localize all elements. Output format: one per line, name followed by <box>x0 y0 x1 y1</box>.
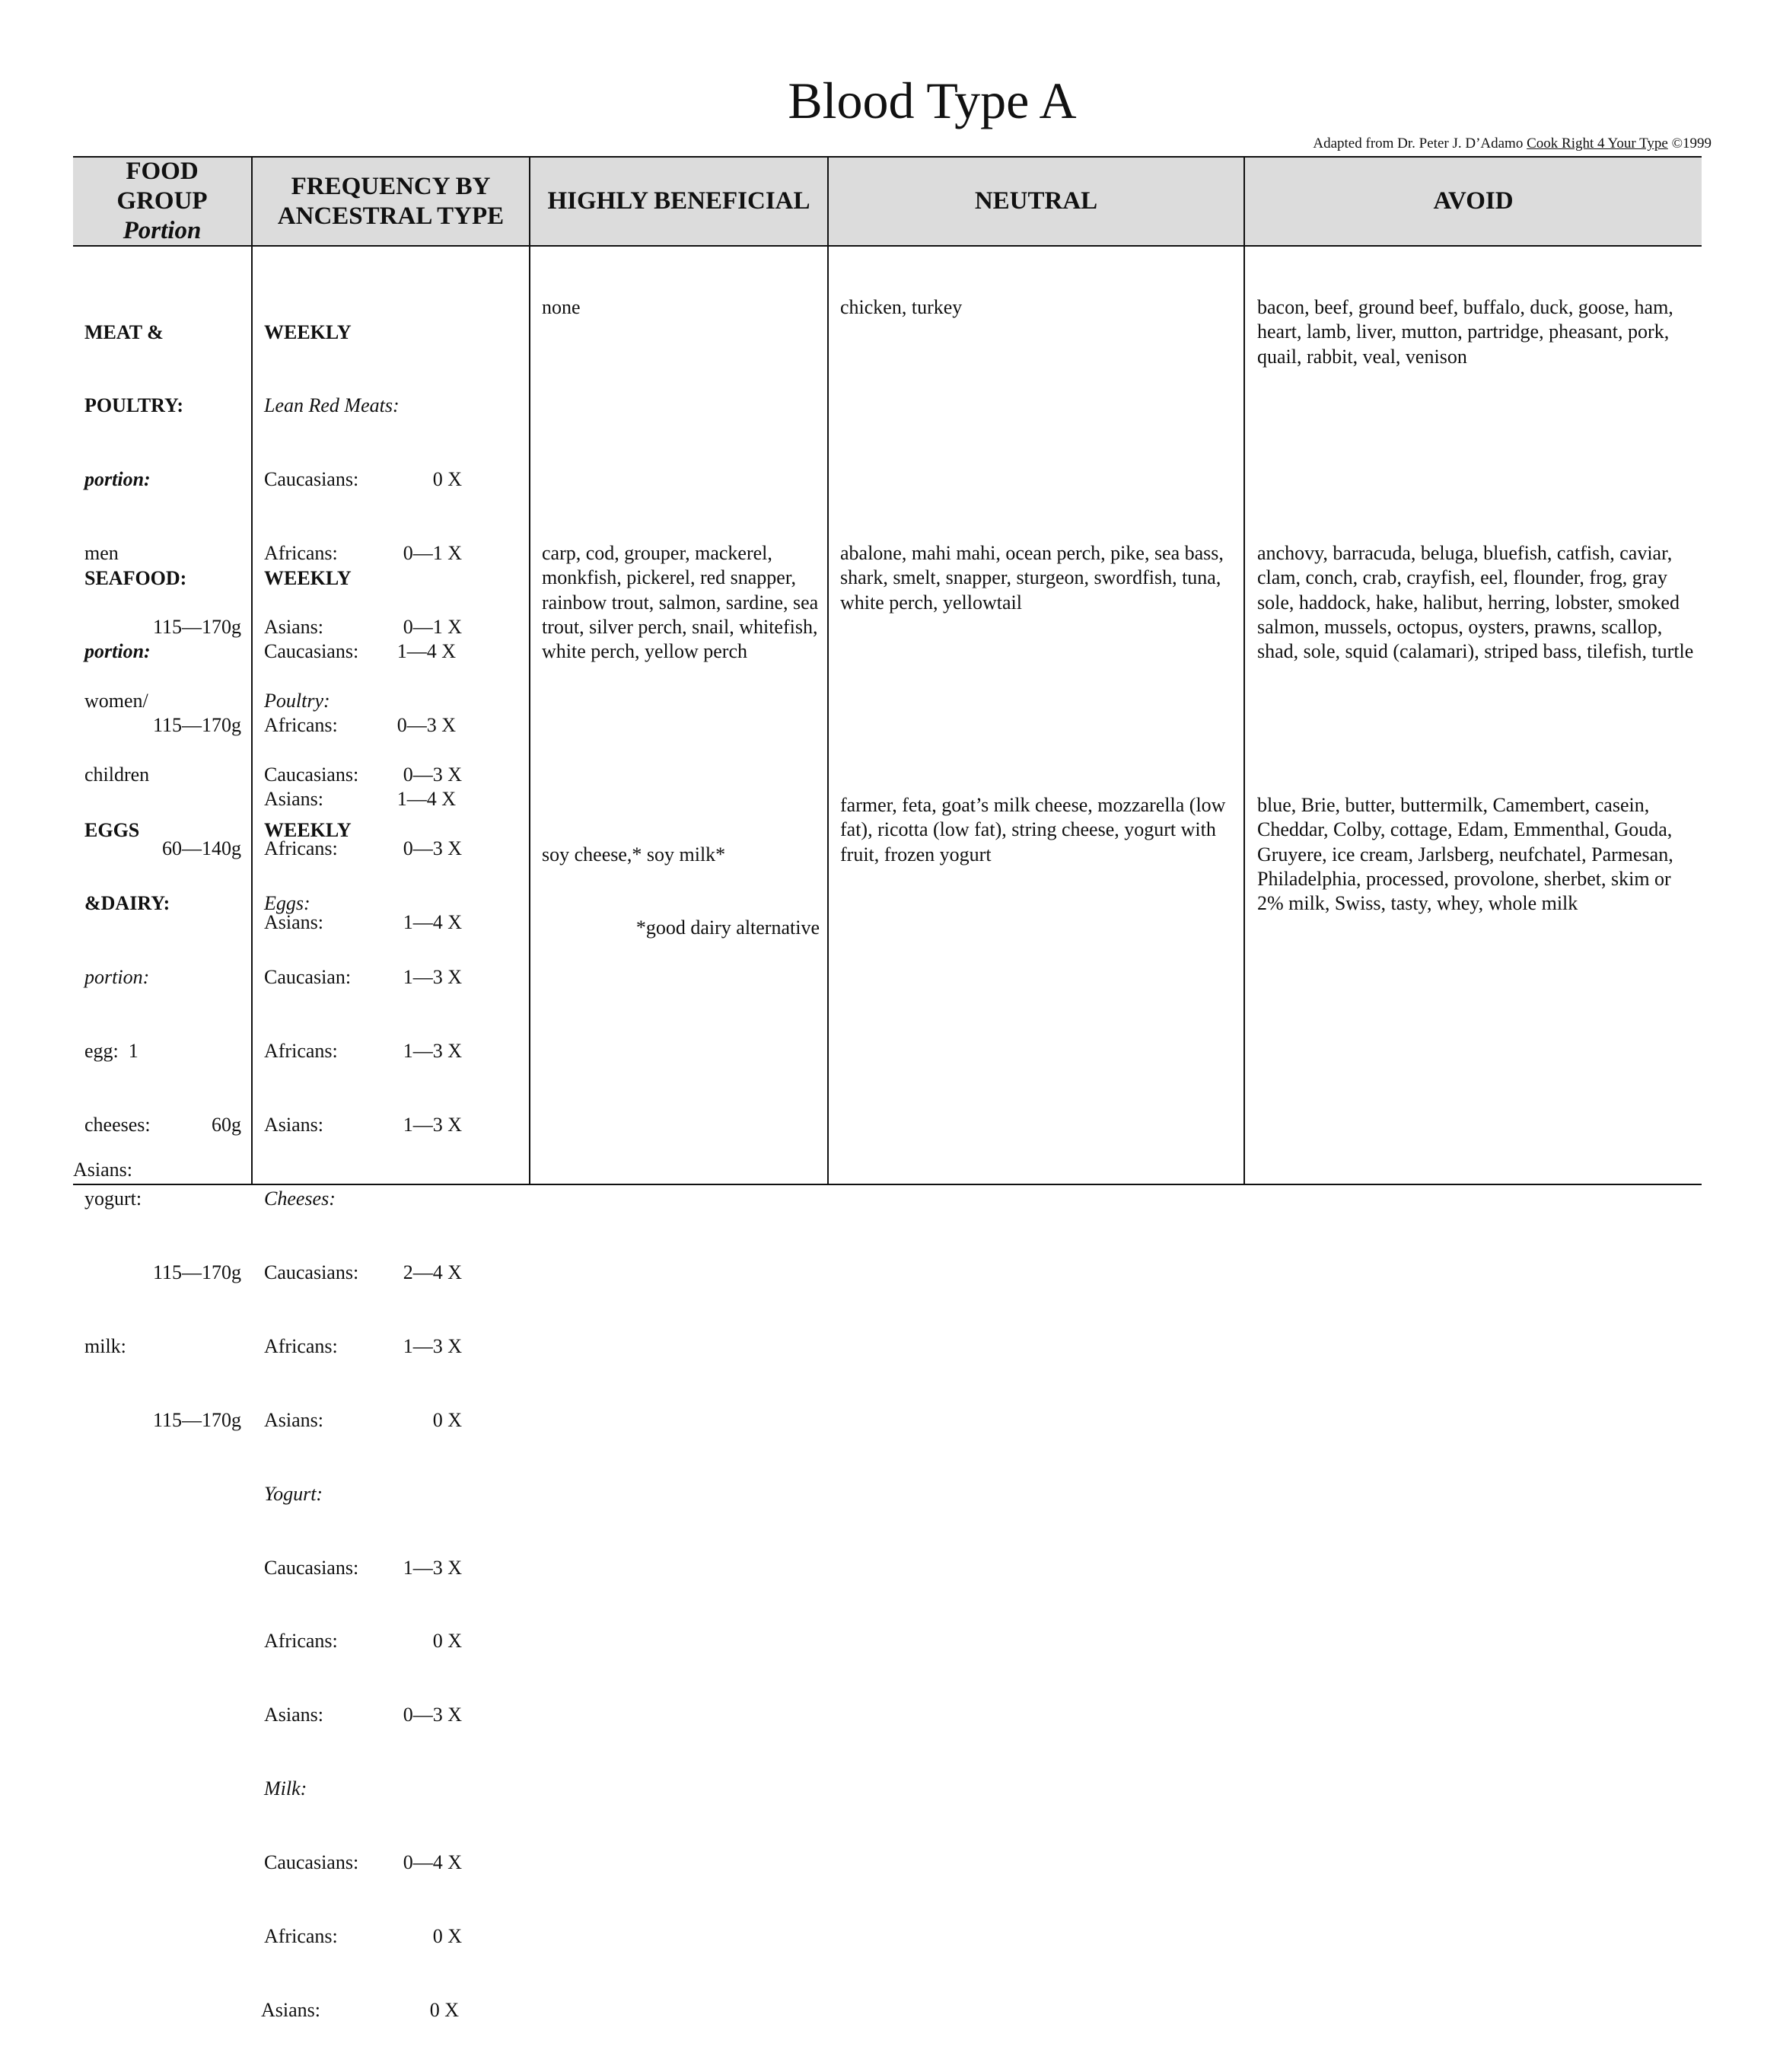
header-food-group: FOOD GROUP Portion <box>116 158 208 244</box>
eggs-frequency: WEEKLY Eggs: Caucasian: 1—3 X Africans: 1—3 X Asians: 1—3 X Cheeses: Caucasians: 2—4 X Africans: 1—3 X Asians: 0 X Yogurt: Caucasians: 1—3 X Africans: 0 X Asians: 0—3 X Milk: Caucasians: 0—4 X Africans: 0 X Asians: 0 X <box>264 769 515 2072</box>
seafood-frequency: WEEKLY Caucasians: 1—4 X Africans: 0—3 X Asians: 1—4 X <box>264 517 515 861</box>
frequency-row: Asians: 1—4 X <box>264 788 456 811</box>
frequency-row: Africans: 0—3 X <box>264 714 456 737</box>
dairy-alternative-note: *good dairy alternative <box>635 916 820 939</box>
page-title: Blood Type A <box>788 72 1077 129</box>
frequency-row: Asians: 0—3 X <box>264 1704 462 1726</box>
eggs-beneficial: soy cheese,* soy milk* *good dairy alternative <box>542 793 820 990</box>
frequency-row: Asians: 1—4 X <box>264 910 462 933</box>
stray-asians-label: Asians: <box>73 1159 132 1181</box>
meat-frequency: WEEKLY Lean Red Meats: Caucasians: 0 X Africans: 0—1 X Asians: 0—1 X Poultry: Caucasians: 0—3 X Africans: 0—3 X Asians: 1—4 X <box>264 271 515 984</box>
frequency-row: Asians: 0 X <box>261 1998 459 2021</box>
frequency-row: Caucasians: 0 X <box>264 468 462 491</box>
book-title: Cook Right 4 Your Type <box>1527 135 1668 151</box>
frequency-row: Caucasians: 1—3 X <box>264 1556 462 1579</box>
frequency-row: Caucasians: 2—4 X <box>264 1261 462 1283</box>
header-frequency: FREQUENCY BY ANCESTRAL TYPE <box>277 172 505 230</box>
header-neutral: NEUTRAL <box>974 187 1098 215</box>
meat-beneficial: none <box>542 296 581 318</box>
column-divider <box>1243 158 1245 1184</box>
seafood-beneficial: carp, cod, grouper, mackerel, monkfish, pickerel, red snapper, rainbow trout, salmon, sardine, sea trout, silver perch, snail, whitefish, white perch, yellow perch <box>542 542 819 663</box>
eggs-avoid: blue, Brie, butter, buttermilk, Camembert, casein, Cheddar, Colby, cottage, Edam, Emmenthal, Gouda, Gruyere, ice cream, Jarlsberg, neufchatel, Parmesan, Philadelphia, processed, provolone, sherbet, skim or 2% milk, Swiss, tasty, whey, whole milk <box>1257 794 1673 915</box>
meat-neutral: chicken, turkey <box>840 296 963 318</box>
frequency-row: Caucasians: 0—4 X <box>264 1851 462 1874</box>
frequency-row: Caucasians: 1—4 X <box>264 640 456 663</box>
column-divider <box>529 158 530 1184</box>
frequency-row: Asians: 1—3 X <box>264 1114 462 1136</box>
header-beneficial: HIGHLY BENEFICIAL <box>547 187 810 215</box>
seafood-neutral: abalone, mahi mahi, ocean perch, pike, sea bass, shark, smelt, snapper, sturgeon, swordfish, tuna, white perch, yellowtail <box>840 542 1224 614</box>
column-divider <box>251 158 253 1184</box>
column-divider <box>827 158 829 1184</box>
header-avoid: AVOID <box>1433 187 1514 215</box>
frequency-row: Asians: 0—1 X <box>264 616 462 639</box>
eggs-food-group: EGGS &DAIRY: portion: egg: 1 cheeses: 60g yogurt: 115—170g milk: 115—170g <box>84 818 241 1431</box>
frequency-row: Caucasians: 0—3 X <box>264 763 462 786</box>
frequency-row: Africans: 0 X <box>264 1630 462 1653</box>
frequency-row: Asians: 0 X <box>264 1408 462 1431</box>
meat-food-group: MEAT & POULTRY: portion: men 115—170g women/ children 60—140g <box>84 320 241 859</box>
frequency-row: Caucasian: 1—3 X <box>264 966 462 989</box>
frequency-row: Africans: 1—3 X <box>264 1334 462 1357</box>
frequency-row: Africans: 1—3 X <box>264 1040 462 1063</box>
diet-table <box>73 156 1702 2021</box>
frequency-row: Africans: 0—1 X <box>264 542 462 565</box>
eggs-neutral: farmer, feta, goat’s milk cheese, mozzarella (low fat), ricotta (low fat), string cheese, yogurt with fruit, frozen yogurt <box>840 794 1226 865</box>
frequency-row: Africans: 0 X <box>264 1924 462 1947</box>
seafood-avoid: anchovy, barracuda, beluga, bluefish, catfish, caviar, clam, conch, crab, crayfish, eel, flounder, frog, gray sole, haddock, hake, halibut, herring, lobster, smoked salmon, mussels, octopus, oysters, prawns, scallop, shad, sole, squid (calamari), striped bass, tilefish, turtle <box>1257 542 1694 663</box>
source-credit: Adapted from Dr. Peter J. D’Adamo Cook Right 4 Your Type ©1999 <box>1313 135 1712 151</box>
frequency-row: Africans: 0—3 X <box>264 837 462 859</box>
meat-avoid: bacon, beef, ground beef, buffalo, duck, goose, ham, heart, lamb, liver, mutton, partridge, pheasant, pork, quail, rabbit, veal, venison <box>1257 296 1673 368</box>
seafood-food-group: SEAFOOD: portion: 115—170g <box>84 566 241 737</box>
